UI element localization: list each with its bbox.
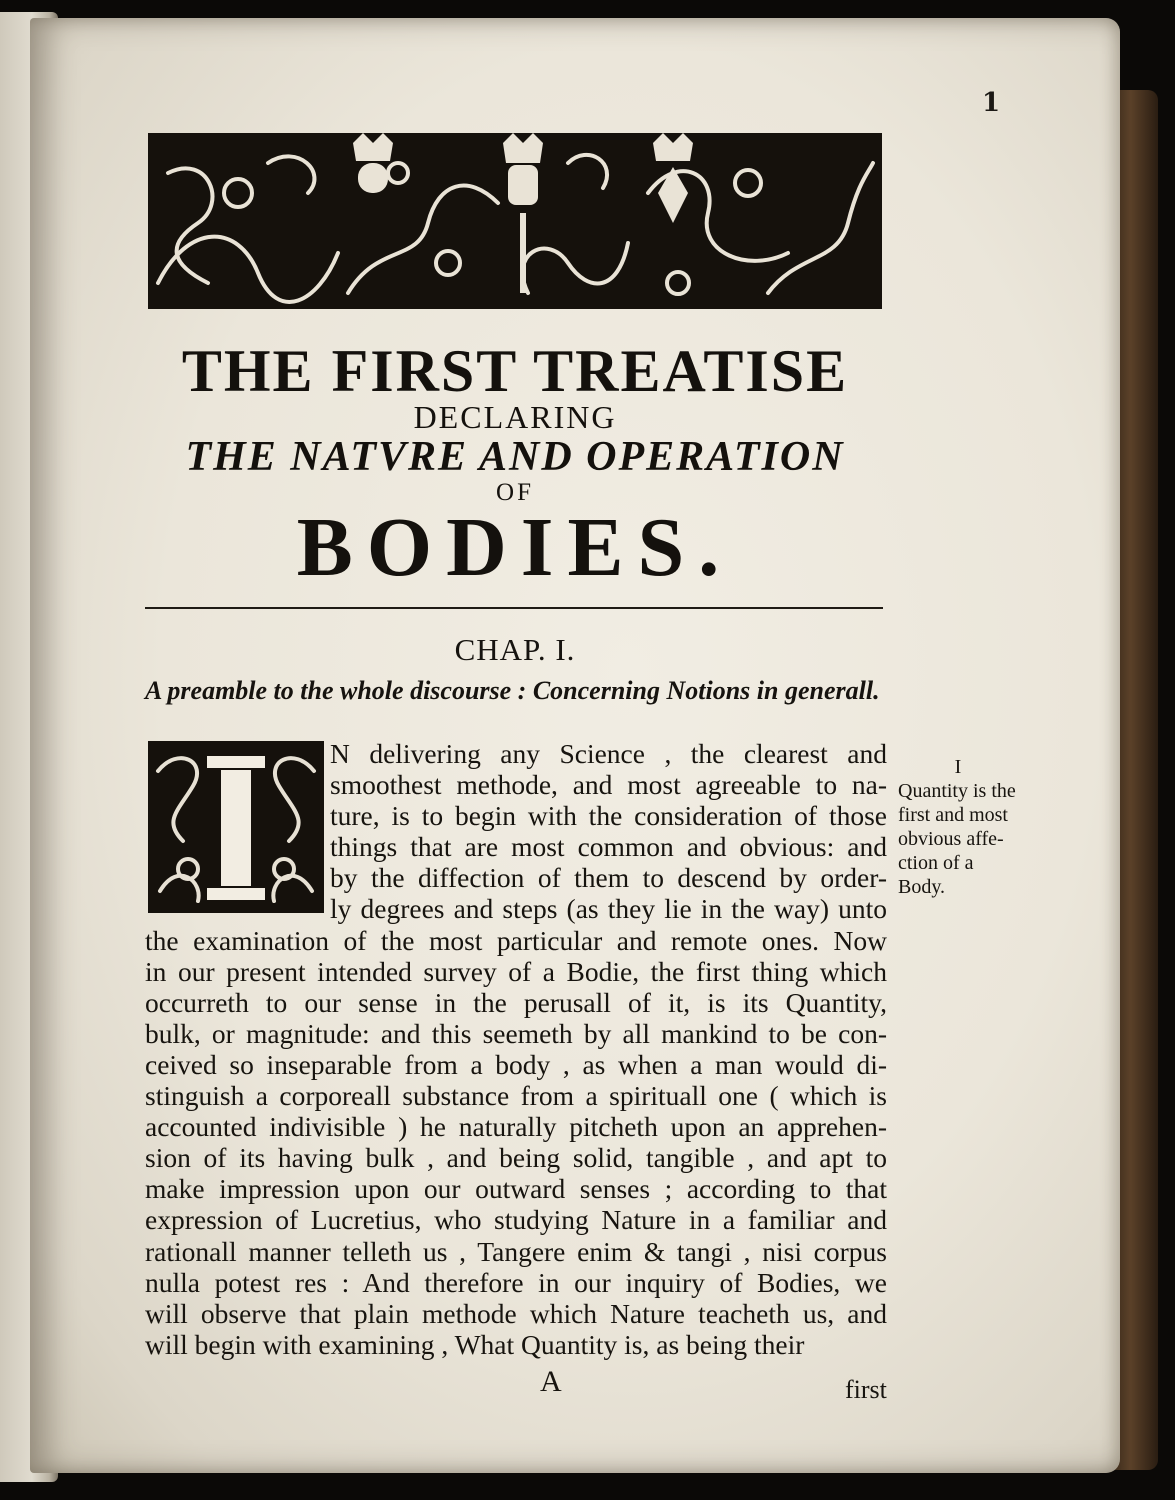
title-nature-operation: THE NATVRE AND OPERATION xyxy=(185,434,845,480)
body-line: sion of its having bulk , and being solid, tangible , and apt to xyxy=(145,1142,887,1174)
body-line: stinguish a corporeall substance from a spirituall one ( which is xyxy=(145,1080,887,1112)
body-line: the examination of the most particular and remote ones. Now xyxy=(145,924,887,956)
chapter-preamble: A preamble to the whole discourse : Concerning Notions in generall. xyxy=(145,676,880,705)
title-first-treatise: THE FIRST TREATISE xyxy=(181,338,849,404)
body-line: in our present intended survey of a Bodie, the first thing which xyxy=(145,955,887,987)
headpiece-ornament xyxy=(148,133,882,309)
body-line: things that are most common and obvious: and xyxy=(330,831,887,863)
body-line: ly degrees and steps (as they lie in the way) unto xyxy=(330,893,887,925)
marginal-note-line: obvious affe- xyxy=(898,828,1004,850)
horizontal-rule xyxy=(145,607,883,609)
title-bodies: BODIES. xyxy=(296,501,734,594)
catchword: first xyxy=(845,1375,887,1404)
title-of: OF xyxy=(496,479,534,506)
body-line: ture, is to begin with the consideration of those xyxy=(330,800,887,832)
body-line: occurreth to our sense in the perusall of it, is its Quantity, xyxy=(145,986,887,1018)
body-line: bulk, or magnitude: and this seemeth by all mankind to be con- xyxy=(145,1017,887,1049)
body-line: smoothest methode, and most agreeable to na- xyxy=(330,769,887,801)
body-line: will observe that plain methode which Nature teacheth us, and xyxy=(145,1297,887,1329)
body-line: N delivering any Science , the clearest and xyxy=(330,738,887,769)
title-declaring: DECLARING xyxy=(413,399,617,435)
body-line: rationall manner telleth us , Tangere enim & tangi , nisi corpus xyxy=(145,1235,887,1267)
page-number: 1 xyxy=(982,88,1001,118)
marginal-note-line: Body. xyxy=(898,876,946,898)
body-line: accounted indivisible ) he naturally pitcheth upon an apprehen- xyxy=(145,1111,887,1143)
signature-mark: A xyxy=(540,1365,562,1398)
body-line: will begin with examining , What Quantity is, as being their xyxy=(145,1328,805,1360)
body-line: expression of Lucretius, who studying Nature in a familiar and xyxy=(145,1204,887,1236)
marginal-note-number: I xyxy=(954,756,962,778)
decorative-headpiece xyxy=(148,133,882,309)
body-line: nulla potest res : And therefore in our inquiry of Bodies, we xyxy=(145,1266,887,1298)
body-line: by the diffection of them to descend by order- xyxy=(330,862,887,894)
body-line: make impression upon our outward senses ; according to that xyxy=(145,1173,887,1205)
body-line: ceived so inseparable from a body , as when a man would di- xyxy=(145,1048,887,1080)
marginal-note-line: first and most xyxy=(898,804,1008,826)
chapter-heading: CHAP. I. xyxy=(454,632,576,667)
marginal-note-line: Quantity is the xyxy=(898,780,1016,802)
body-text xyxy=(145,738,887,1360)
marginal-note-line: ction of a xyxy=(898,852,974,874)
marginal-note xyxy=(898,755,1048,899)
